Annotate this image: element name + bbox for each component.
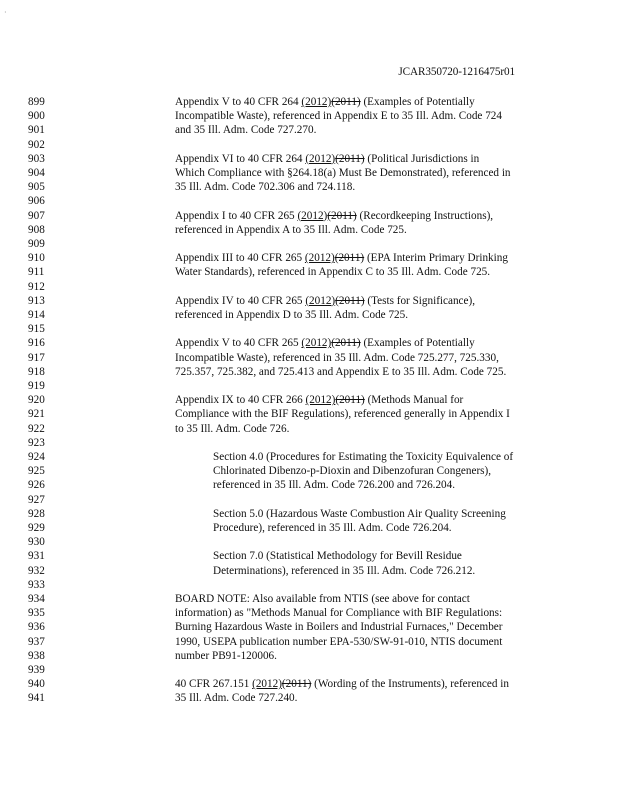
line-number: 922 (28, 422, 45, 435)
line-number: 903 (28, 152, 45, 165)
inserted-text: (2012) (301, 337, 332, 350)
text-line: 35 Ill. Adm. Code 727.240. (175, 692, 298, 705)
text-line: 35 Ill. Adm. Code 702.306 and 724.118. (175, 181, 356, 194)
text-line: referenced in 35 Ill. Adm. Code 726.200 and 726.204. (213, 479, 456, 492)
text-line: Appendix V to 40 CFR 264 (2012)(2011) (Examples of Potentially (175, 96, 475, 108)
inserted-text: (2012) (297, 209, 328, 222)
line-number: 899 (28, 96, 45, 108)
text-line: referenced in Appendix A to 35 Ill. Adm. Code 725. (175, 223, 407, 236)
text-line: and 35 Ill. Adm. Code 727.270. (175, 124, 317, 137)
line-number: 918 (28, 365, 45, 378)
deleted-text: (2011) (335, 152, 365, 165)
deleted-text: (2011) (327, 209, 357, 222)
deleted-text: (2011) (335, 394, 365, 407)
line-number: 904 (28, 167, 45, 179)
line-number: 919 (28, 380, 45, 392)
text-line: Section 7.0 (Statistical Methodology for Bevill Residue (213, 550, 462, 563)
text-line: Compliance with the BIF Regulations), referenced generally in Appendix I (175, 408, 510, 421)
line-number: 902 (28, 138, 45, 151)
line-number: 935 (28, 607, 45, 620)
text-line: Section 4.0 (Procedures for Estimating the Toxicity Equivalence of (213, 451, 514, 463)
text-line: Water Standards), referenced in Appendix C to 35 Ill. Adm. Code 725. (175, 266, 491, 279)
line-number: 913 (28, 294, 45, 307)
line-number: 940 (28, 678, 45, 691)
deleted-text: (2011) (331, 337, 361, 350)
inserted-text: (2012) (252, 678, 282, 691)
text-line: Incompatible Waste), referenced in Appendix E to 35 Ill. Adm. Code 724 (175, 110, 502, 123)
line-number: 923 (28, 436, 45, 449)
text-line: number PB91-120006. (175, 649, 277, 662)
line-number: 924 (28, 451, 45, 463)
text-line: Appendix I to 40 CFR 265 (2012)(2011) (Recordkeeping Instructions), (175, 209, 494, 222)
text-line: Appendix IX to 40 CFR 266 (2012)(2011) (Methods Manual for (175, 394, 464, 407)
text-line: Chlorinated Dibenzo-p-Dioxin and Dibenzofuran Congeners), (213, 465, 492, 478)
text-line: 725.357, 725.382, and 725.413 and Appendix E to 35 Ill. Adm. Code 725. (175, 365, 507, 378)
line-number: 934 (28, 593, 45, 605)
line-number: 933 (28, 578, 45, 591)
text-line: Section 5.0 (Hazardous Waste Combustion Air Quality Screening (213, 507, 506, 520)
text-line: Appendix VI to 40 CFR 264 (2012)(2011) (Political Jurisdictions in (175, 152, 480, 165)
line-number: 932 (28, 564, 45, 577)
corner-mark: · (4, 8, 7, 17)
text-line: to 35 Ill. Adm. Code 726. (175, 422, 290, 435)
text-line: Burning Hazardous Waste in Boilers and Industrial Furnaces," December (175, 621, 503, 634)
line-number: 916 (28, 337, 45, 350)
line-number: 927 (28, 493, 45, 506)
text-line: Procedure), referenced in 35 Ill. Adm. Code 726.204. (213, 522, 452, 534)
line-number: 937 (28, 635, 45, 648)
line-number: 900 (28, 110, 45, 123)
line-number: 928 (28, 507, 45, 520)
text-line: Appendix IV to 40 CFR 265 (2012)(2011) (Tests for Significance), (175, 294, 476, 307)
line-number: 905 (28, 181, 45, 194)
line-number: 926 (28, 479, 45, 492)
line-number: 911 (28, 266, 45, 279)
text-line: 1990, USEPA publication number EPA-530/SW-91-010, NTIS document (175, 635, 503, 648)
line-number: 925 (28, 465, 45, 478)
line-number: 921 (28, 408, 45, 421)
text-line: BOARD NOTE: Also available from NTIS (see above for contact (175, 593, 470, 605)
text-line: Appendix III to 40 CFR 265 (2012)(2011) (EPA Interim Primary Drinking (175, 252, 508, 265)
text-line: 40 CFR 267.151 (2012)(2011) (Wording of the Instruments), referenced in (175, 678, 509, 691)
line-number: 907 (28, 209, 45, 222)
inserted-text: (2012) (305, 394, 336, 407)
text-line: information) as "Methods Manual for Compliance with BIF Regulations: (175, 607, 503, 620)
line-number: 936 (28, 621, 45, 634)
line-number: 906 (28, 195, 45, 208)
text-line: referenced in Appendix D to 35 Ill. Adm. Code 725. (175, 309, 409, 321)
deleted-text: (2011) (281, 678, 312, 691)
inserted-text: (2012) (301, 96, 332, 108)
inserted-text: (2012) (305, 152, 336, 165)
inserted-text: (2012) (305, 294, 336, 307)
line-number: 915 (28, 323, 45, 336)
line-number: 931 (28, 550, 45, 563)
line-number: 901 (28, 124, 45, 137)
document-header: JCAR350720-1216475r01 (398, 66, 515, 78)
text-line: Which Compliance with §264.18(a) Must Be Demonstrated), referenced in (175, 167, 511, 179)
line-number: 939 (28, 664, 45, 676)
deleted-text: (2011) (334, 252, 365, 265)
line-number: 909 (28, 238, 45, 250)
line-number: 930 (28, 536, 45, 549)
deleted-text: (2011) (335, 294, 365, 307)
line-number: 910 (28, 252, 45, 265)
inserted-text: (2012) (304, 252, 335, 265)
text-line: Appendix V to 40 CFR 265 (2012)(2011) (Examples of Potentially (175, 337, 475, 350)
line-number: 914 (28, 309, 45, 321)
deleted-text: (2011) (331, 96, 361, 108)
line-number: 938 (28, 649, 45, 662)
line-number: 941 (28, 692, 45, 705)
line-number: 908 (28, 223, 45, 236)
line-number: 929 (28, 522, 45, 534)
text-line: Determinations), referenced in 35 Ill. Adm. Code 726.212. (213, 564, 476, 577)
line-number: 920 (28, 394, 45, 407)
line-number: 912 (28, 280, 45, 293)
line-number: 917 (28, 351, 45, 364)
text-line: Incompatible Waste), referenced in 35 Ill. Adm. Code 725.277, 725.330, (175, 351, 499, 364)
